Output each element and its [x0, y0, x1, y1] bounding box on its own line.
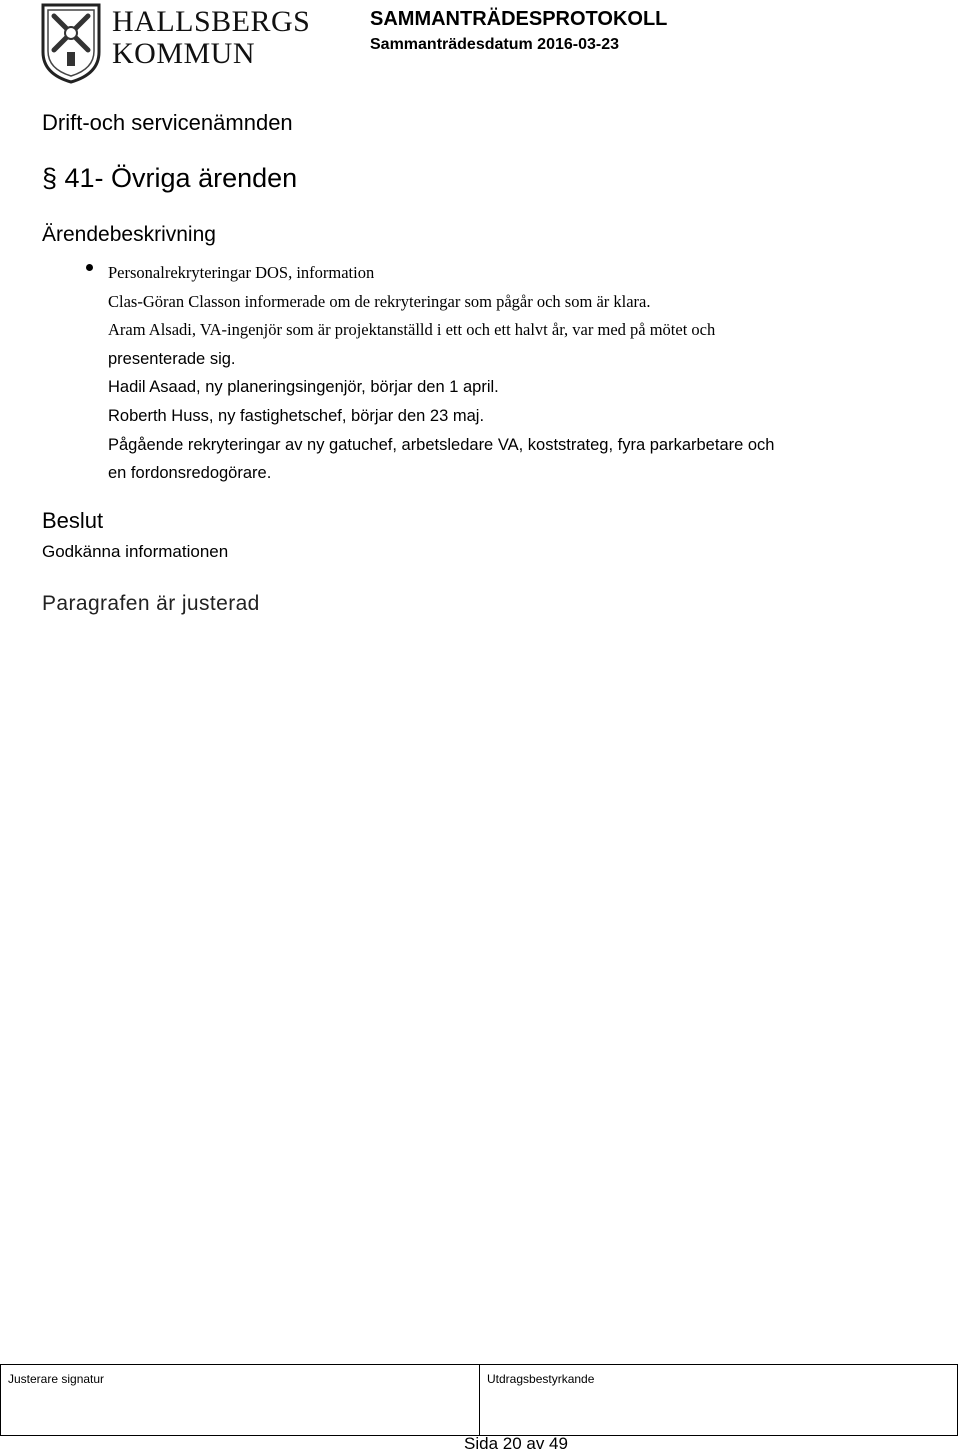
page-number: Sida 20 av 49 — [464, 1434, 568, 1453]
paragraph-title: § 41- Övriga ärenden — [42, 163, 298, 193]
municipality-name-line1: HALLSBERGS — [112, 5, 311, 38]
adjusted-note: Paragrafen är justerad — [42, 592, 260, 615]
decision-heading: Beslut — [42, 508, 104, 533]
description-heading: Ärendebeskrivning — [42, 223, 216, 246]
municipal-crest-icon — [40, 2, 102, 84]
description-line: Hadil Asaad, ny planeringsingenjör, börjar den 1 april. — [108, 378, 499, 397]
description-line: Roberth Huss, ny fastighetschef, börjar den 23 maj. — [108, 406, 485, 425]
description-line: Clas-Göran Classon informerade om de rekryteringar som pågår och som är klara. — [108, 291, 651, 311]
description-line: Aram Alsadi, VA-ingenjör som är projektanställd i ett och ett halvt år, var med på mötet och — [108, 320, 716, 340]
bullet-point — [86, 264, 93, 271]
description-line: en fordonsredogörare. — [108, 464, 272, 483]
municipality-name-line2: KOMMUN — [112, 37, 256, 70]
description-line: Pågående rekryteringar av ny gatuchef, arbetsledare VA, koststrateg, fyra parkarbetare och — [108, 435, 775, 454]
meeting-date: Sammanträdesdatum 2016-03-23 — [370, 36, 620, 53]
municipality-name — [112, 6, 310, 70]
certification-label: Utdragsbestyrkande — [487, 1372, 595, 1386]
description-line: Personalrekryteringar DOS, information — [108, 263, 375, 282]
description-body — [108, 259, 898, 488]
signature-table-divider — [479, 1364, 480, 1436]
reviewer-signature-label: Justerare signatur — [8, 1372, 105, 1386]
decision-text: Godkänna informationen — [42, 542, 229, 561]
description-line: presenterade sig. — [108, 349, 236, 368]
committee-name: Drift-och servicenämnden — [42, 110, 293, 135]
document-title: SAMMANTRÄDESPROTOKOLL — [370, 8, 668, 30]
